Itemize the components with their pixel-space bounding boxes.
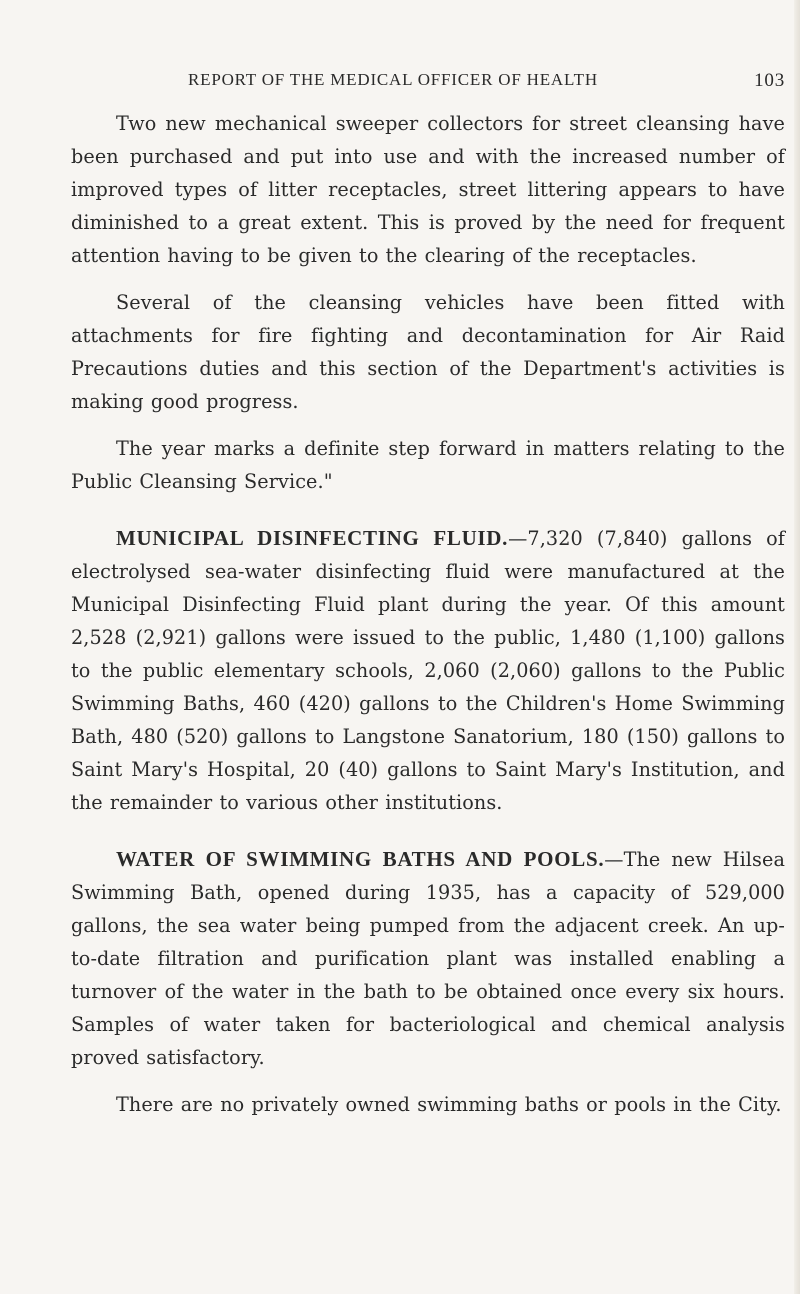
report-page xyxy=(71,0,785,1121)
page-edge-shadow xyxy=(794,0,800,1294)
section-text-swimming-baths: —The new Hilsea Swimming Bath, opened during 1935, has a capacity of 529,000 gallons, the sea water being pumped from the adjacent creek. An up-to-date filtration and purification plant was installed enabling a turnover of the water in the bath to be obtained once every six hours. Samples of water taken for bacteriological and chemical analysis proved satisfactory. xyxy=(71,848,785,1069)
paragraph-street-cleansing: Two new mechanical sweeper collectors for street cleansing have been purchased and put into use and with the increased number of improved types of litter receptacles, street littering appears to have diminished to a great extent. This is proved by the need for frequent attention having to be given to the clearing of the receptacles. xyxy=(71,112,785,267)
running-header xyxy=(71,70,785,100)
section-heading-disinfecting-fluid: MUNICIPAL DISINFECTING FLUID. xyxy=(116,526,509,550)
paragraph-cleansing-vehicles: Several of the cleansing vehicles have been fitted with attachments for fire fighting and decontamination for Air Raid Precautions duties and this section of the Department's activities is making good progress. xyxy=(71,291,785,413)
section-disinfecting-fluid xyxy=(71,522,785,819)
paragraph-private-baths: There are no privately owned swimming baths or pools in the City. xyxy=(116,1093,782,1116)
section-heading-swimming-baths: WATER OF SWIMMING BATHS AND POOLS. xyxy=(116,847,605,871)
running-title: REPORT OF THE MEDICAL OFFICER OF HEALTH xyxy=(188,70,598,89)
page-number: 103 xyxy=(754,70,785,91)
section-swimming-baths xyxy=(71,843,785,1074)
paragraph-year-summary: The year marks a definite step forward in matters relating to the Public Cleansing Service." xyxy=(71,437,785,493)
section-text-disinfecting-fluid: —7,320 (7,840) gallons of electrolysed sea-water disinfecting fluid were manufactured at the Municipal Disinfecting Fluid plant during the year. Of this amount 2,528 (2,921) gallons were issued to the public, 1,480 (1,100) gallons to the public elementary schools, 2,060 (2,060) gallons to the Public Swimming Baths, 460 (420) gallons to the Children's Home Swimming Bath, 480 (520) gallons to Langstone Sanatorium, 180 (150) gallons to Saint Mary's Hospital, 20 (40) gallons to Saint Mary's Institution, and the remainder to various other institutions. xyxy=(71,527,785,814)
